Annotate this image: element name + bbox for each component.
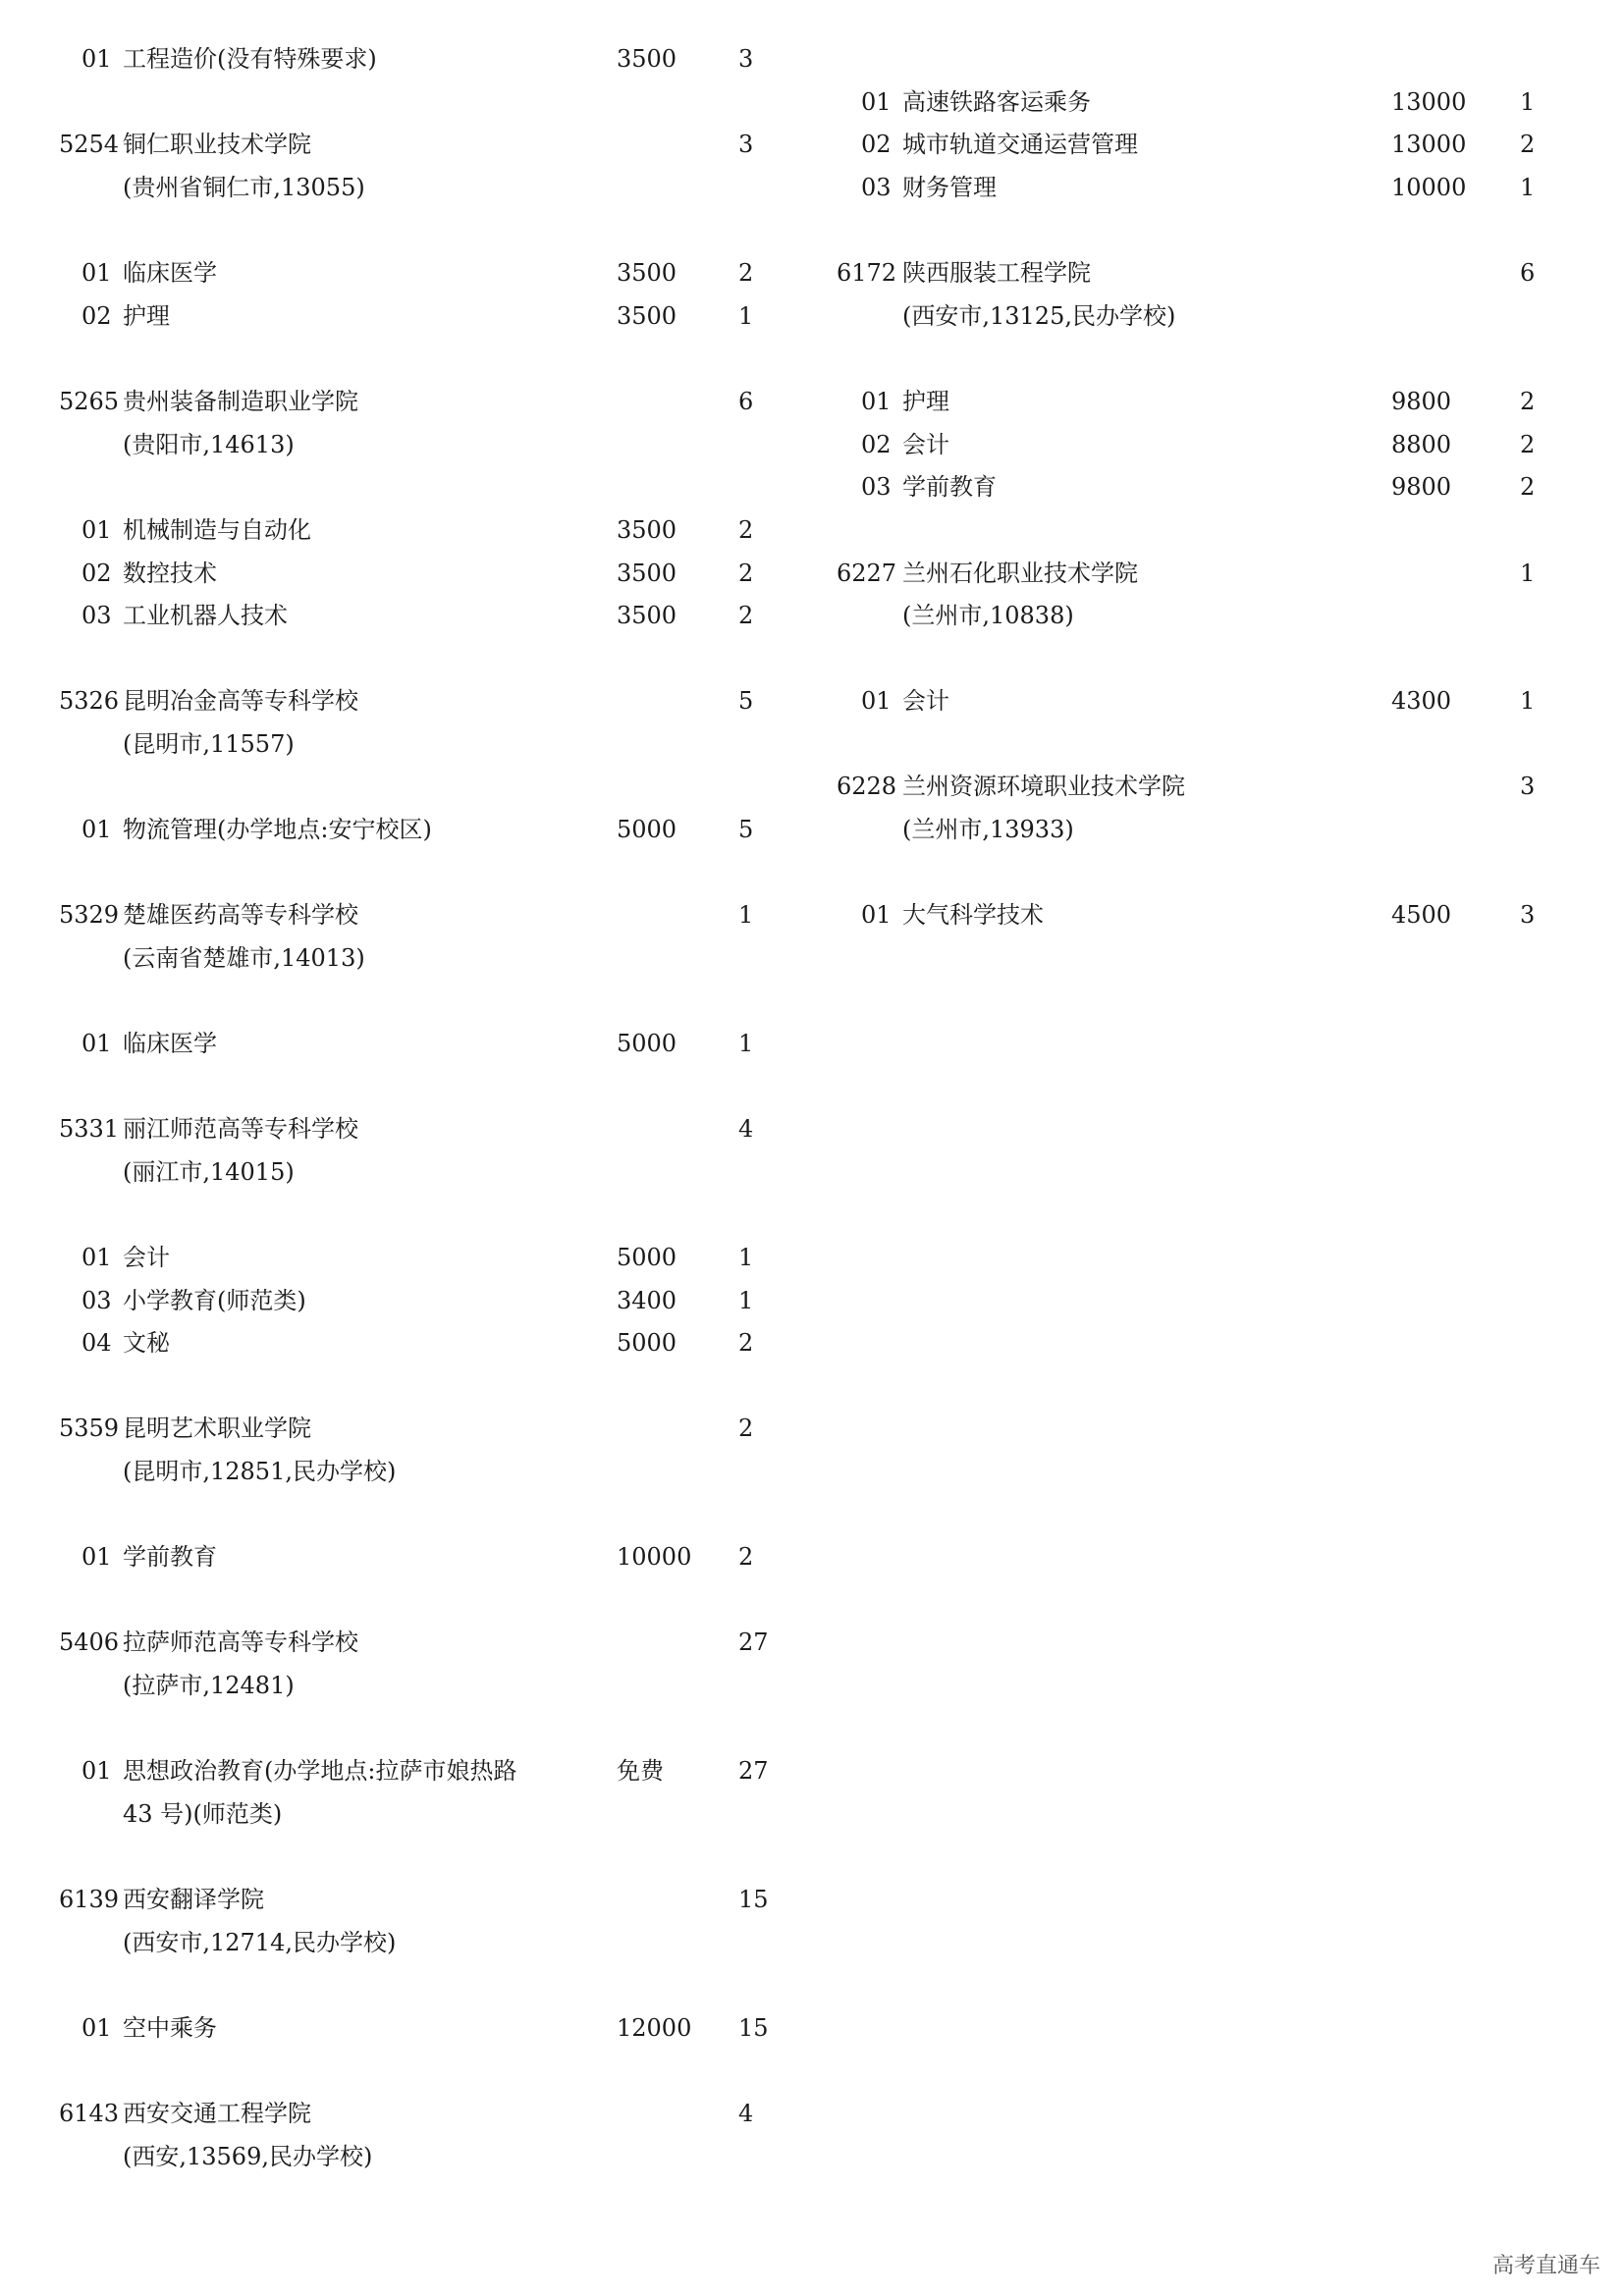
- school-code: 5326: [59, 687, 120, 715]
- major-name: 会计: [123, 1244, 170, 1271]
- school-info: (西安,13569,民办学校): [123, 2143, 373, 2170]
- school-code: 6228: [837, 773, 897, 800]
- school-info: (丽江市,14015): [123, 1158, 295, 1186]
- major-plan-count: 1: [738, 302, 754, 330]
- major-plan-count: 2: [738, 602, 754, 629]
- major-name: 财务管理: [902, 174, 997, 201]
- school-plan-count: 2: [738, 1415, 754, 1442]
- major-code: 01: [861, 901, 892, 929]
- school-code: 5254: [59, 131, 120, 158]
- school-plan-count: 27: [738, 1629, 769, 1656]
- major-plan-count: 2: [738, 1329, 754, 1357]
- school-info: (贵阳市,14613): [123, 431, 295, 458]
- major-name: 会计: [902, 431, 949, 458]
- tuition-fee: 9800: [1391, 388, 1452, 415]
- major-code: 01: [81, 1543, 112, 1571]
- major-plan-count: 2: [738, 259, 754, 287]
- major-code: 03: [861, 174, 892, 201]
- major-code: 04: [81, 1329, 112, 1357]
- school-info: (贵州省铜仁市,13055): [123, 174, 365, 201]
- watermark-text: 高考直通车: [1492, 2254, 1601, 2278]
- major-plan-count: 2: [1520, 473, 1536, 501]
- major-code: 01: [81, 1030, 112, 1057]
- tuition-fee: 13000: [1391, 131, 1467, 158]
- school-code: 6227: [837, 560, 897, 587]
- tuition-fee: 5000: [617, 816, 677, 843]
- major-code: 02: [861, 131, 892, 158]
- major-plan-count: 2: [738, 560, 754, 587]
- tuition-fee: 8800: [1391, 431, 1452, 458]
- school-code: 5359: [59, 1415, 120, 1442]
- school-info: (昆明市,12851,民办学校): [123, 1458, 397, 1485]
- major-plan-count: 2: [1520, 131, 1536, 158]
- major-name: 护理: [123, 302, 170, 330]
- major-name: 工程造价(没有特殊要求): [123, 45, 377, 73]
- major-plan-count: 2: [738, 1543, 754, 1571]
- major-name: 大气科学技术: [902, 901, 1044, 929]
- school-name: 铜仁职业技术学院: [123, 131, 311, 158]
- major-name: 学前教育: [123, 1543, 217, 1571]
- major-name: 物流管理(办学地点:安宁校区): [123, 816, 432, 843]
- school-info: (拉萨市,12481): [123, 1672, 295, 1699]
- school-info: (西安市,12714,民办学校): [123, 1929, 397, 1956]
- school-name: 昆明艺术职业学院: [123, 1415, 311, 1442]
- school-name: 拉萨师范高等专科学校: [123, 1629, 358, 1656]
- school-name: 西安交通工程学院: [123, 2100, 311, 2127]
- major-name: 工业机器人技术: [123, 602, 288, 629]
- major-plan-count: 15: [738, 2014, 769, 2042]
- school-name: 贵州装备制造职业学院: [123, 388, 358, 415]
- major-plan-count: 1: [1520, 88, 1536, 116]
- major-plan-count: 2: [1520, 388, 1536, 415]
- school-plan-count: 4: [738, 2100, 754, 2127]
- school-code: 5265: [59, 388, 120, 415]
- major-plan-count: 1: [738, 1244, 754, 1271]
- major-name: 数控技术: [123, 560, 217, 587]
- school-plan-count: 6: [1520, 259, 1536, 287]
- school-plan-count: 1: [1520, 560, 1536, 587]
- major-code: 02: [861, 431, 892, 458]
- tuition-fee: 3500: [617, 560, 677, 587]
- school-info: (昆明市,11557): [123, 730, 295, 758]
- major-name: 临床医学: [123, 259, 217, 287]
- school-name: 兰州石化职业技术学院: [902, 560, 1138, 587]
- school-name: 兰州资源环境职业技术学院: [902, 773, 1185, 800]
- major-code: 01: [81, 516, 112, 544]
- school-info: (西安市,13125,民办学校): [902, 302, 1176, 330]
- tuition-fee: 4500: [1391, 901, 1452, 929]
- tuition-fee: 3500: [617, 259, 677, 287]
- tuition-fee: 5000: [617, 1329, 677, 1357]
- major-name: 会计: [902, 687, 949, 715]
- school-name: 丽江师范高等专科学校: [123, 1115, 358, 1143]
- school-plan-count: 6: [738, 388, 754, 415]
- school-info: (兰州市,10838): [902, 602, 1074, 629]
- major-name: 小学教育(师范类): [123, 1287, 306, 1314]
- tuition-fee: 免费: [617, 1757, 664, 1785]
- major-code: 03: [81, 1287, 112, 1314]
- school-code: 5331: [59, 1115, 120, 1143]
- major-plan-count: 1: [738, 1287, 754, 1314]
- school-info: (兰州市,13933): [902, 816, 1074, 843]
- major-plan-count: 1: [1520, 174, 1536, 201]
- school-plan-count: 3: [738, 131, 754, 158]
- tuition-fee: 3500: [617, 602, 677, 629]
- school-plan-count: 5: [738, 687, 754, 715]
- major-code: 01: [861, 687, 892, 715]
- major-plan-count: 2: [738, 516, 754, 544]
- school-code: 6143: [59, 2100, 120, 2127]
- school-info: (云南省楚雄市,14013): [123, 944, 365, 972]
- major-code: 01: [81, 816, 112, 843]
- tuition-fee: 4300: [1391, 687, 1452, 715]
- school-name: 楚雄医药高等专科学校: [123, 901, 358, 929]
- major-name: 学前教育: [902, 473, 997, 501]
- major-name: 机械制造与自动化: [123, 516, 311, 544]
- school-plan-count: 15: [738, 1886, 769, 1913]
- major-plan-count: 1: [1520, 687, 1536, 715]
- school-code: 6139: [59, 1886, 120, 1913]
- major-code: 01: [81, 1244, 112, 1271]
- major-code: 02: [81, 302, 112, 330]
- school-code: 6172: [837, 259, 897, 287]
- major-code: 01: [81, 2014, 112, 2042]
- tuition-fee: 3500: [617, 302, 677, 330]
- school-plan-count: 3: [1520, 773, 1536, 800]
- major-name: 临床医学: [123, 1030, 217, 1057]
- major-name: 思想政治教育(办学地点:拉萨市娘热路: [123, 1757, 517, 1785]
- major-plan-count: 27: [738, 1757, 769, 1785]
- tuition-fee: 10000: [617, 1543, 692, 1571]
- school-name: 陕西服装工程学院: [902, 259, 1091, 287]
- tuition-fee: 10000: [1391, 174, 1467, 201]
- tuition-fee: 9800: [1391, 473, 1452, 501]
- major-code: 01: [81, 45, 112, 73]
- tuition-fee: 3400: [617, 1287, 677, 1314]
- major-name: 高速铁路客运乘务: [902, 88, 1091, 116]
- tuition-fee: 5000: [617, 1030, 677, 1057]
- major-code: 01: [861, 88, 892, 116]
- tuition-fee: 5000: [617, 1244, 677, 1271]
- major-plan-count: 3: [738, 45, 754, 73]
- major-plan-count: 3: [1520, 901, 1536, 929]
- major-plan-count: 1: [738, 1030, 754, 1057]
- tuition-fee: 12000: [617, 2014, 692, 2042]
- major-code: 01: [81, 259, 112, 287]
- tuition-fee: 13000: [1391, 88, 1467, 116]
- major-code: 02: [81, 560, 112, 587]
- school-plan-count: 4: [738, 1115, 754, 1143]
- tuition-fee: 3500: [617, 45, 677, 73]
- major-code: 03: [81, 602, 112, 629]
- school-name: 昆明冶金高等专科学校: [123, 687, 358, 715]
- major-name: 文秘: [123, 1329, 170, 1357]
- school-plan-count: 1: [738, 901, 754, 929]
- major-code: 01: [861, 388, 892, 415]
- major-name: 护理: [902, 388, 949, 415]
- school-code: 5406: [59, 1629, 120, 1656]
- major-code: 03: [861, 473, 892, 501]
- school-name: 西安翻译学院: [123, 1886, 264, 1913]
- tuition-fee: 3500: [617, 516, 677, 544]
- major-plan-count: 2: [1520, 431, 1536, 458]
- major-name: 城市轨道交通运营管理: [902, 131, 1138, 158]
- major-code: 01: [81, 1757, 112, 1785]
- school-info: 43 号)(师范类): [123, 1800, 283, 1828]
- major-plan-count: 5: [738, 816, 754, 843]
- major-name: 空中乘务: [123, 2014, 217, 2042]
- school-code: 5329: [59, 901, 120, 929]
